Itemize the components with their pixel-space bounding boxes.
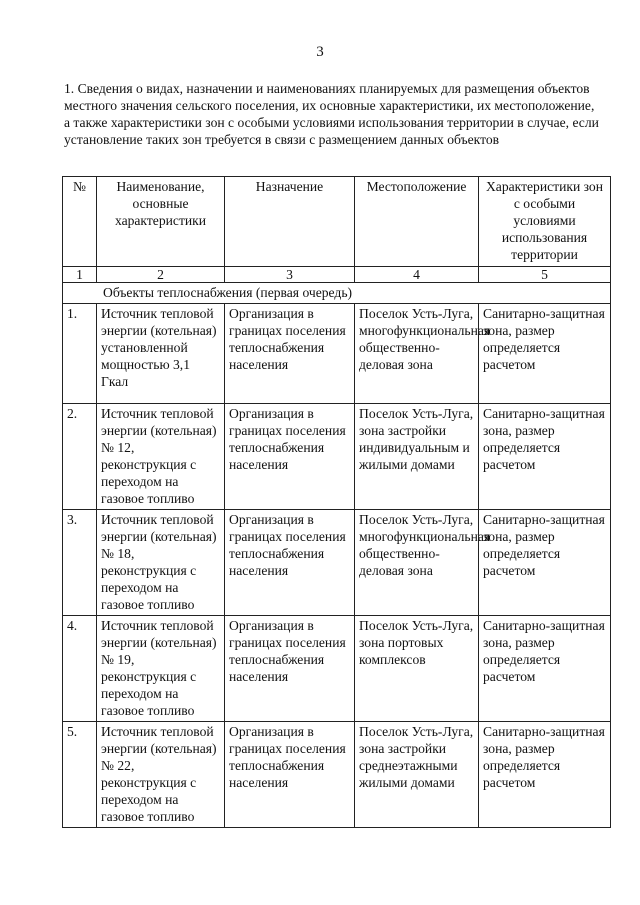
row-purpose: Организация в границах поселения теплоснабжения населения [225, 616, 355, 722]
row-number: 5. [63, 722, 97, 828]
column-number: 2 [97, 267, 225, 283]
header-purpose: Назначение [225, 177, 355, 267]
column-number: 5 [479, 267, 611, 283]
row-name: Источник тепловой энергии (котельная) № 19, реконструкция с переходом на газовое топливо [97, 616, 225, 722]
row-purpose: Организация в границах поселения теплоснабжения населения [225, 510, 355, 616]
row-number: 2. [63, 404, 97, 510]
header-zone: Характеристики зон с особыми условиями использования территории [479, 177, 611, 267]
header-number: № [63, 177, 97, 267]
table-row [63, 616, 611, 722]
row-number: 1. [63, 304, 97, 404]
intro-paragraph: 1. Сведения о видах, назначении и наименованиях планируемых для размещения объектов местного значения сельского поселения, их основные характеристики, их местоположение, а также характеристики зон с особыми условиями использования территории в случае, если установление таких зон требуется в связи с размещением данных объектов [64, 81, 599, 147]
table-header-row [63, 177, 611, 267]
row-zone: Санитарно-защитная зона, размер определяется расчетом [479, 304, 611, 404]
row-zone: Санитарно-защитная зона, размер определяется расчетом [479, 722, 611, 828]
page-number: 3 [316, 44, 324, 60]
row-name: Источник тепловой энергии (котельная) № 12, реконструкция с переходом на газовое топливо [97, 404, 225, 510]
row-location: Поселок Усть-Луга, зона застройки индивидуальным и жилыми домами [355, 404, 479, 510]
row-purpose: Организация в границах поселения теплоснабжения населения [225, 404, 355, 510]
row-location: Поселок Усть-Луга, зона застройки среднеэтажными жилыми домами [355, 722, 479, 828]
row-name: Источник тепловой энергии (котельная) № 22, реконструкция с переходом на газовое топливо [97, 722, 225, 828]
table-row [63, 404, 611, 510]
row-number: 4. [63, 616, 97, 722]
header-location: Местоположение [355, 177, 479, 267]
table-row [63, 510, 611, 616]
table-row [63, 722, 611, 828]
header-name: Наименование, основные характеристики [97, 177, 225, 267]
column-number: 3 [225, 267, 355, 283]
row-location: Поселок Усть-Луга, многофункциональная общественно-деловая зона [355, 510, 479, 616]
row-name: Источник тепловой энергии (котельная) № 18, реконструкция с переходом на газовое топливо [97, 510, 225, 616]
row-location: Поселок Усть-Луга, зона портовых комплексов [355, 616, 479, 722]
row-location: Поселок Усть-Луга, многофункциональная общественно-деловая зона [355, 304, 479, 404]
section-row [63, 283, 611, 304]
column-numbers-row [63, 267, 611, 283]
row-purpose: Организация в границах поселения теплоснабжения населения [225, 304, 355, 404]
row-zone: Санитарно-защитная зона, размер определяется расчетом [479, 404, 611, 510]
table-row [63, 304, 611, 404]
planned-objects-table [62, 176, 611, 828]
section-title: Объекты теплоснабжения (первая очередь) [63, 283, 611, 304]
row-number: 3. [63, 510, 97, 616]
row-zone: Санитарно-защитная зона, размер определяется расчетом [479, 616, 611, 722]
row-zone: Санитарно-защитная зона, размер определяется расчетом [479, 510, 611, 616]
column-number: 1 [63, 267, 97, 283]
row-name: Источник тепловой энергии (котельная) установленной мощностью 3,1 Гкал [97, 304, 225, 404]
row-purpose: Организация в границах поселения теплоснабжения населения [225, 722, 355, 828]
column-number: 4 [355, 267, 479, 283]
